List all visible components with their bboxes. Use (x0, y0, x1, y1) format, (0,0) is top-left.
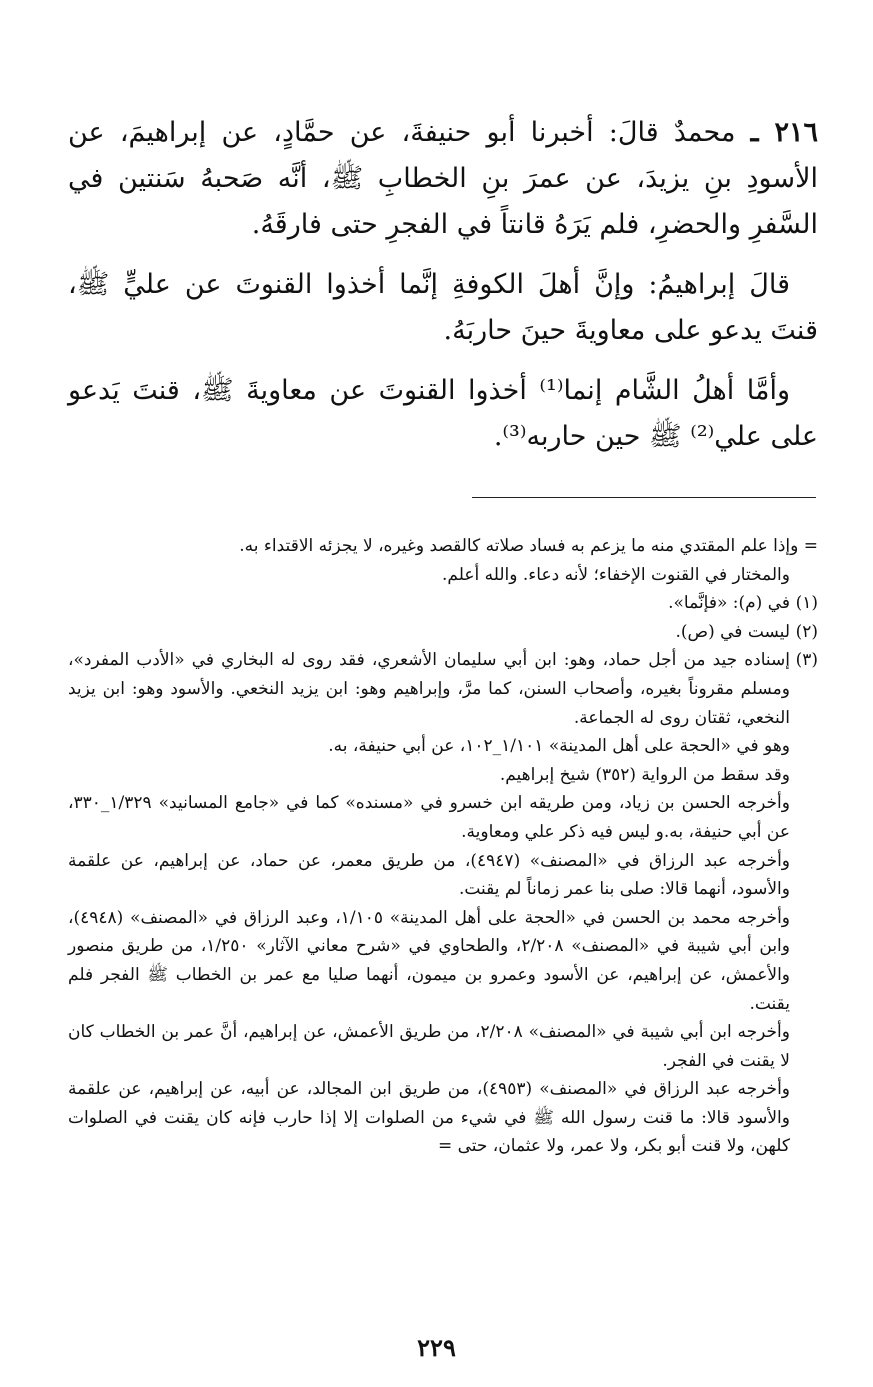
footnote-3 (68, 646, 818, 732)
footnote-paragraph: وهو في «الحجة على أهل المدينة» ١/١٠١_١٠٢، عن أبي حنيفة، به. (328, 736, 790, 757)
footnote-text: ليست في (ص). (675, 621, 790, 642)
footnotes (68, 532, 818, 1161)
footnote-2 (68, 618, 818, 647)
hadith-number: ٢١٦ ـ (750, 117, 818, 148)
footnote-paragraph: وأخرجه عبد الرزاق في «المصنف» (٤٩٥٣)، من طريق ابن المجالد، عن أبيه، عن إبراهيم، عن علقمة والأسود قالا: ما قنت رسول الله ﷺ في شيء من الصلوات إلا إذا حارب فإنه كان يقنت في الصلوات كلهن، ولا قنت أبو بكر، ولا عمر، ولا عثمان، حتى = (68, 1079, 790, 1157)
footnote-text: في (م): «فإنَّما». (668, 593, 790, 614)
footnote-paragraph: وأخرجه الحسن بن زياد، ومن طريقه ابن خسرو في «مسنده» كما في «جامع المسانيد» ١/٣٢٩_٣٣٠، عن أبي حنيفة، به.و ليس فيه ذكر علي ومعاوية. (68, 793, 790, 842)
page-number: ٢٢٩ (417, 1333, 456, 1362)
footnote-label: (١) (795, 593, 818, 614)
footnote-continuation-line: والمختار في القنوت الإخفاء؛ لأنه دعاء. والله أعلم. (442, 564, 790, 585)
footnote-paragraph: وأخرجه ابن أبي شيبة في «المصنف» ٢/٢٠٨، من طريق الأعمش، عن إبراهيم، أنَّ عمر بن الخطاب كان لا يقنت في الفجر. (68, 1022, 790, 1071)
footnote-paragraph: وأخرجه عبد الرزاق في «المصنف» (٤٩٤٧)، من طريق معمر، عن حماد، عن إبراهيم، عن علقمة والأسود، أنهما قالا: صلى بنا عمر زماناً لم يقنت. (68, 850, 791, 900)
sham-paragraph: وأمَّا أهلُ الشَّام إنما⁽¹⁾ أخذوا القنوتَ عن معاويةَ ﷺ، قنتَ يَدعو على علي⁽²⁾ ﷺ حين حاربه⁽³⁾. (68, 375, 818, 452)
footnote-paragraph: وأخرجه محمد بن الحسن في «الحجة على أهل المدينة» ١/١٠٥، وعبد الرزاق في «المصنف» (٤٩٤٨)، وابن أبي شيبة في «المصنف» ٢/٢٠٨، والطحاوي في «شرح معاني الآثار» ١/٢٥٠، من طريق منصور والأعمش، عن إبراهيم، عن الأسود وعمرو بن ميمون، أنهما صليا مع عمر بن الخطاب ﷺ الفجر فلم يقنت. (68, 907, 790, 1014)
footnote-label: (٢) (795, 621, 818, 642)
footnote-continuation-line: = وإذا علم المقتدي منه ما يزعم به فساد صلاته كالقصد وغيره، لا يجزئه الاقتداء به. (239, 536, 818, 556)
footnote-label: (٣) (795, 650, 818, 671)
footnote-text: إسناده جيد من أجل حماد، وهو: ابن أبي سليمان الأشعري، فقد روى له البخاري في «الأدب المفرد»، ومسلم مقروناً بغيره، وأصحاب السنن، كما مرَّ، وإبراهيم وهو: ابن يزيد النخعي. والأسود وهو: ابن يزيد النخعي، ثقتان روى له الجماعة. (68, 650, 790, 728)
footnote-divider (472, 497, 816, 498)
footnote-1 (68, 589, 818, 618)
hadith-paragraph (68, 110, 818, 248)
ibrahim-paragraph: قالَ إبراهيمُ: وإنَّ أهلَ الكوفةِ إنَّما أخذوا القنوتَ عن عليٍّ ﷺ، قنتَ يدعو على معاويةَ حينَ حاربَهُ. (68, 269, 818, 346)
main-text (68, 110, 818, 474)
footnote-paragraph: وقد سقط من الرواية (٣٥٢) شيخ إبراهيم. (499, 764, 790, 785)
hadith-text: محمدٌ قالَ: أخبرنا أبو حنيفةَ، عن حمَّادٍ، عن إبراهيمَ، عن الأسودِ بنِ يزيدَ، عن عمرَ بنِ الخطابِ ﷺ، أنَّه صَحبهُ سَنتين في السَّفرِ والحضرِ، فلم يَرَهُ قانتاً في الفجرِ حتى فارقَهُ. (68, 117, 818, 240)
